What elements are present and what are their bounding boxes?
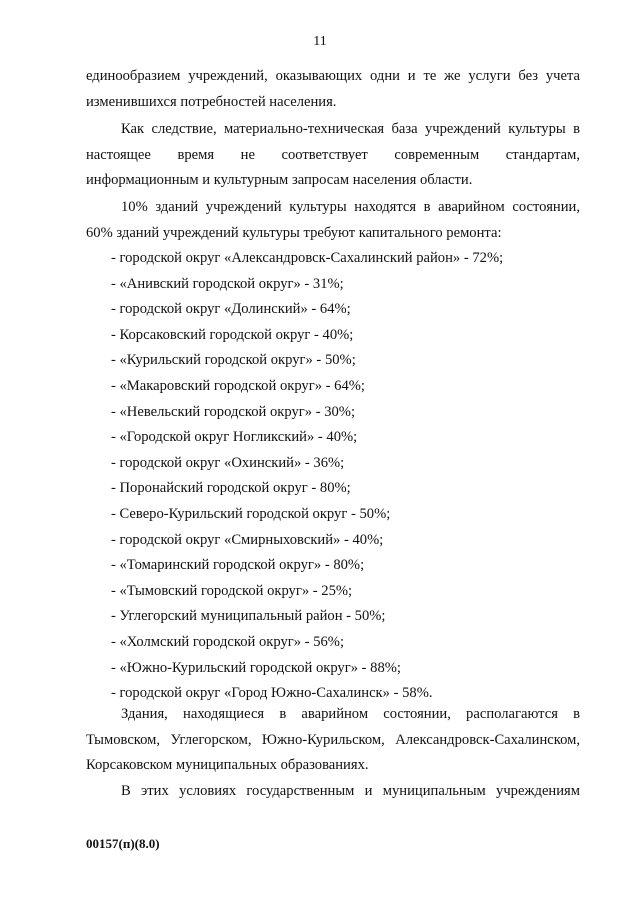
list-item: - «Макаровский городской округ» - 64%;: [111, 377, 365, 394]
list-item: - «Курильский городской округ» - 50%;: [111, 352, 356, 369]
paragraph-1: [86, 64, 580, 115]
document-code: 00157(п)(8.0): [86, 836, 160, 851]
paragraph-line: информационным и культурным запросам населения области.: [86, 172, 473, 189]
list-item: - городской округ «Город Южно-Сахалинск» - 58%.: [111, 685, 433, 702]
list-item: - городской округ «Смирныховский» - 40%;: [111, 531, 384, 548]
list-item: - «Городской округ Ногликский» - 40%;: [111, 429, 358, 446]
paragraph-line: настоящее время не соответствует современным стандартам,: [86, 146, 580, 163]
list-item: - Поронайский городской округ - 80%;: [111, 480, 351, 497]
list-item: - городской округ «Охинский» - 36%;: [111, 454, 345, 471]
paragraph-4: [86, 702, 580, 779]
paragraph-2: [86, 117, 580, 194]
list-item: - городской округ «Долинский» - 64%;: [111, 301, 351, 318]
list-item: - «Тымовский городской округ» - 25%;: [111, 582, 353, 599]
paragraph-line: Здания, находящиеся в аварийном состоянии, располагаются в: [121, 706, 580, 722]
paragraph-line: Как следствие, материально-техническая база учреждений культуры в: [121, 121, 580, 137]
paragraph-line: единообразием учреждений, оказывающих одни и те же услуги без учета: [86, 68, 580, 84]
paragraph-3: [86, 195, 580, 246]
list-item: - Северо-Курильский городской округ - 50%;: [111, 505, 391, 522]
list-item: - «Южно-Курильский городской округ» - 88%;: [111, 659, 401, 676]
paragraph-5: [86, 779, 580, 805]
list-item: - «Томаринский городской округ» - 80%;: [111, 557, 365, 574]
page-number: 11: [313, 34, 327, 49]
list-item: - Углегорский муниципальный район - 50%;: [111, 608, 386, 625]
list-item: - «Анивский городской округ» - 31%;: [111, 275, 344, 292]
paragraph-line: В этих условиях государственным и муниципальным учреждениям: [121, 783, 580, 799]
paragraph-line: изменившихся потребностей населения.: [86, 93, 337, 110]
district-list: [111, 246, 503, 707]
list-item: - «Невельский городской округ» - 30%;: [111, 403, 356, 420]
paragraph-line: Корсаковском муниципальных образованиях.: [86, 757, 369, 774]
list-item: - «Холмский городской округ» - 56%;: [111, 633, 345, 650]
paragraph-line: 10% зданий учреждений культуры находятся в аварийном состоянии,: [121, 199, 580, 215]
list-item: - городской округ «Александровск-Сахалинский район» - 72%;: [111, 250, 504, 266]
paragraph-line: Тымовском, Углегорском, Южно-Курильском, Александровск-Сахалинском,: [86, 731, 580, 748]
list-item: - Корсаковский городской округ - 40%;: [111, 326, 354, 343]
paragraph-line: 60% зданий учреждений культуры требуют капитального ремонта:: [86, 224, 502, 241]
